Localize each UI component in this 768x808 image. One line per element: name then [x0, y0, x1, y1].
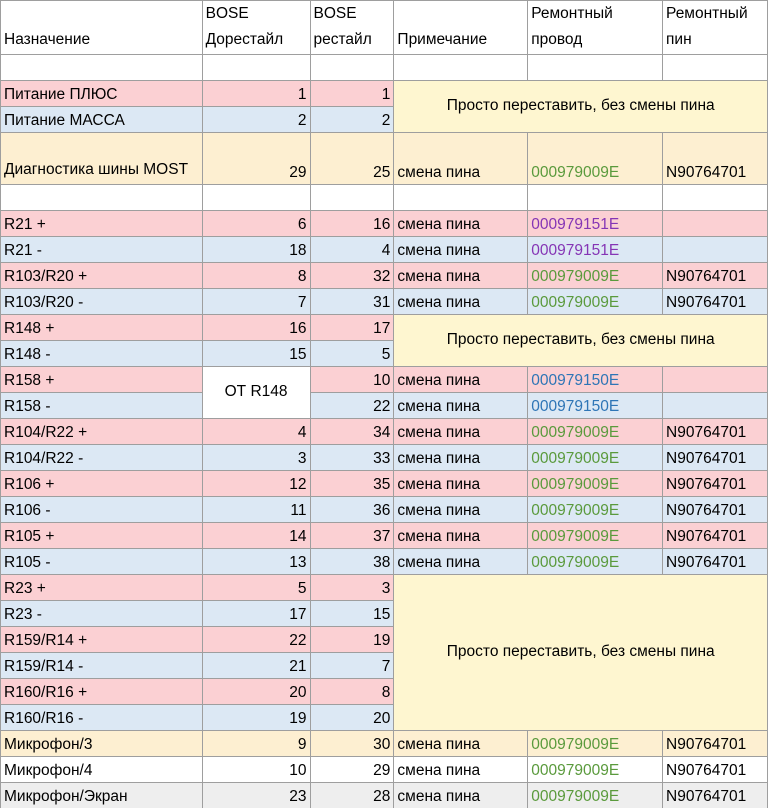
row-wire[interactable]: 000979009E [528, 419, 663, 445]
row-pin[interactable]: N90764701 [663, 783, 768, 808]
row-name[interactable]: R106 + [1, 471, 203, 497]
merged-note[interactable]: Просто переставить, без смены пина [394, 315, 768, 367]
row-bose-re[interactable]: 7 [310, 653, 394, 679]
row-name[interactable]: Микрофон/3 [1, 731, 203, 757]
row-pin[interactable]: N90764701 [663, 133, 768, 185]
row-bose-pre[interactable]: 19 [202, 705, 310, 731]
row-bose-pre[interactable]: 1 [202, 81, 310, 107]
row-name[interactable]: Диагностика шины MOST [1, 133, 203, 185]
row-note[interactable]: смена пина [394, 237, 528, 263]
row-bose-pre[interactable]: 5 [202, 575, 310, 601]
header-name[interactable]: Назначение [1, 1, 203, 55]
row-note[interactable]: смена пина [394, 367, 528, 393]
empty-cell[interactable] [310, 55, 394, 81]
row-bose-re[interactable]: 15 [310, 601, 394, 627]
row-note[interactable]: смена пина [394, 445, 528, 471]
row-bose-pre[interactable]: 17 [202, 601, 310, 627]
empty-cell[interactable] [202, 185, 310, 211]
row-wire[interactable]: 000979151E [528, 211, 663, 237]
row-bose-re[interactable]: 38 [310, 549, 394, 575]
row-bose-re[interactable]: 17 [310, 315, 394, 341]
row-bose-re[interactable]: 2 [310, 107, 394, 133]
row-name[interactable]: R104/R22 - [1, 445, 203, 471]
row-name[interactable]: Питание ПЛЮС [1, 81, 203, 107]
row-bose-pre[interactable]: 29 [202, 133, 310, 185]
row-pin[interactable]: N90764701 [663, 471, 768, 497]
row-pin[interactable] [663, 237, 768, 263]
row-pin[interactable]: N90764701 [663, 289, 768, 315]
row-name[interactable]: Питание МАССА [1, 107, 203, 133]
row-note[interactable]: смена пина [394, 549, 528, 575]
row-bose-pre[interactable]: 3 [202, 445, 310, 471]
header-bose-re[interactable]: BOSE рестайл [310, 1, 394, 55]
row-bose-pre[interactable]: 16 [202, 315, 310, 341]
empty-cell[interactable] [202, 55, 310, 81]
empty-cell[interactable] [310, 185, 394, 211]
row-pin[interactable]: N90764701 [663, 549, 768, 575]
row-bose-re[interactable]: 3 [310, 575, 394, 601]
row-note[interactable]: смена пина [394, 419, 528, 445]
row-bose-re[interactable]: 5 [310, 341, 394, 367]
row-bose-re[interactable]: 34 [310, 419, 394, 445]
empty-cell[interactable] [1, 55, 203, 81]
row-pin[interactable]: N90764701 [663, 497, 768, 523]
row-note[interactable]: смена пина [394, 783, 528, 808]
row-bose-re[interactable]: 29 [310, 757, 394, 783]
row-wire[interactable]: 000979009E [528, 783, 663, 808]
row-bose-pre[interactable]: 8 [202, 263, 310, 289]
row-name[interactable]: R159/R14 - [1, 653, 203, 679]
row-name[interactable]: R21 - [1, 237, 203, 263]
empty-cell[interactable] [528, 185, 663, 211]
table-row [1, 367, 768, 393]
table-row [1, 549, 768, 575]
row-name[interactable]: R103/R20 + [1, 263, 203, 289]
row-note[interactable]: смена пина [394, 263, 528, 289]
row-name[interactable]: R158 - [1, 393, 203, 419]
row-name[interactable]: R104/R22 + [1, 419, 203, 445]
row-bose-re[interactable]: 22 [310, 393, 394, 419]
row-bose-pre[interactable]: 20 [202, 679, 310, 705]
header-pin[interactable]: Ремонтный пин [663, 1, 768, 55]
row-wire[interactable]: 000979009E [528, 445, 663, 471]
table-row [1, 471, 768, 497]
row-bose-re[interactable]: 10 [310, 367, 394, 393]
row-pin[interactable] [663, 367, 768, 393]
row-bose-pre[interactable]: 21 [202, 653, 310, 679]
row-bose-re[interactable]: 32 [310, 263, 394, 289]
row-wire[interactable]: 000979009E [528, 263, 663, 289]
table-row [1, 419, 768, 445]
row-pin[interactable]: N90764701 [663, 523, 768, 549]
row-bose-re[interactable]: 1 [310, 81, 394, 107]
row-bose-pre[interactable]: 10 [202, 757, 310, 783]
row-bose-re[interactable]: 8 [310, 679, 394, 705]
row-bose-re[interactable]: 28 [310, 783, 394, 808]
row-bose-pre[interactable]: 14 [202, 523, 310, 549]
row-pin[interactable]: N90764701 [663, 757, 768, 783]
header-wire[interactable]: Ремонтный провод [528, 1, 663, 55]
row-note[interactable]: смена пина [394, 393, 528, 419]
empty-cell[interactable] [663, 185, 768, 211]
row-name[interactable]: R103/R20 - [1, 289, 203, 315]
row-bose-re[interactable]: 19 [310, 627, 394, 653]
table-row [1, 393, 768, 419]
row-wire[interactable]: 000979009E [528, 757, 663, 783]
row-bose-re[interactable]: 35 [310, 471, 394, 497]
row-bose-pre[interactable]: 11 [202, 497, 310, 523]
row-wire[interactable]: 000979009E [528, 289, 663, 315]
table-row [1, 757, 768, 783]
row-name[interactable]: R23 + [1, 575, 203, 601]
row-note[interactable]: смена пина [394, 471, 528, 497]
row-bose-re[interactable]: 16 [310, 211, 394, 237]
row-pin[interactable]: N90764701 [663, 731, 768, 757]
row-bose-pre[interactable]: 23 [202, 783, 310, 808]
empty-cell[interactable] [394, 55, 528, 81]
row-note[interactable]: смена пина [394, 133, 528, 185]
row-name[interactable]: Микрофон/4 [1, 757, 203, 783]
row-bose-re[interactable]: 33 [310, 445, 394, 471]
row-wire[interactable]: 000979009E [528, 549, 663, 575]
row-bose-pre[interactable]: 18 [202, 237, 310, 263]
row-bose-pre[interactable]: 6 [202, 211, 310, 237]
row-wire[interactable]: 000979009E [528, 523, 663, 549]
empty-cell[interactable] [528, 55, 663, 81]
table-row [1, 497, 768, 523]
row-note[interactable]: смена пина [394, 757, 528, 783]
row-pin[interactable] [663, 211, 768, 237]
row-bose-pre[interactable]: 9 [202, 731, 310, 757]
merged-note[interactable]: Просто переставить, без смены пина [394, 81, 768, 133]
empty-row [1, 55, 768, 81]
header-row [1, 1, 768, 55]
row-pin[interactable] [663, 393, 768, 419]
header-bose-pre[interactable]: BOSE Дорестайл [202, 1, 310, 55]
row-bose-pre[interactable]: 15 [202, 341, 310, 367]
row-pin[interactable]: N90764701 [663, 263, 768, 289]
row-wire[interactable]: 000979009E [528, 133, 663, 185]
row-note[interactable]: смена пина [394, 497, 528, 523]
row-wire[interactable]: 000979150E [528, 393, 663, 419]
row-bose-re[interactable]: 31 [310, 289, 394, 315]
row-name[interactable]: R148 - [1, 341, 203, 367]
row-bose-re[interactable]: 30 [310, 731, 394, 757]
row-name[interactable]: R158 + [1, 367, 203, 393]
table-row [1, 575, 768, 601]
row-name[interactable]: R105 + [1, 523, 203, 549]
empty-cell[interactable] [394, 185, 528, 211]
row-name[interactable]: R105 - [1, 549, 203, 575]
row-note[interactable]: смена пина [394, 523, 528, 549]
empty-row [1, 185, 768, 211]
row-bose-pre[interactable]: 13 [202, 549, 310, 575]
row-wire[interactable]: 000979009E [528, 471, 663, 497]
row-note[interactable]: смена пина [394, 289, 528, 315]
row-bose-re[interactable]: 36 [310, 497, 394, 523]
row-wire[interactable]: 000979151E [528, 237, 663, 263]
table-row [1, 289, 768, 315]
row-name[interactable]: R160/R16 + [1, 679, 203, 705]
table-row [1, 133, 768, 185]
row-note[interactable]: смена пина [394, 211, 528, 237]
merged-note[interactable]: Просто переставить, без смены пина [394, 575, 768, 731]
row-bose-pre[interactable]: 4 [202, 419, 310, 445]
table-row [1, 523, 768, 549]
merged-from-r148[interactable]: ОТ R148 [202, 367, 310, 419]
table-row [1, 445, 768, 471]
row-name[interactable]: Микрофон/Экран [1, 783, 203, 808]
row-wire[interactable]: 000979009E [528, 731, 663, 757]
table-row [1, 263, 768, 289]
row-bose-re[interactable]: 4 [310, 237, 394, 263]
row-bose-re[interactable]: 37 [310, 523, 394, 549]
table-row [1, 81, 768, 107]
row-name[interactable]: R21 + [1, 211, 203, 237]
row-wire[interactable]: 000979009E [528, 497, 663, 523]
empty-cell[interactable] [1, 185, 203, 211]
row-name[interactable]: R160/R16 - [1, 705, 203, 731]
table-row [1, 211, 768, 237]
row-name[interactable]: R148 + [1, 315, 203, 341]
row-bose-re[interactable]: 25 [310, 133, 394, 185]
row-bose-pre[interactable]: 7 [202, 289, 310, 315]
table-row [1, 237, 768, 263]
row-bose-pre[interactable]: 22 [202, 627, 310, 653]
row-bose-pre[interactable]: 2 [202, 107, 310, 133]
row-name[interactable]: R23 - [1, 601, 203, 627]
header-note[interactable]: Примечание [394, 1, 528, 55]
row-bose-pre[interactable]: 12 [202, 471, 310, 497]
row-note[interactable]: смена пина [394, 731, 528, 757]
empty-cell[interactable] [663, 55, 768, 81]
row-name[interactable]: R106 - [1, 497, 203, 523]
table-row [1, 731, 768, 757]
row-pin[interactable]: N90764701 [663, 445, 768, 471]
row-wire[interactable]: 000979150E [528, 367, 663, 393]
table-row [1, 315, 768, 341]
row-pin[interactable]: N90764701 [663, 419, 768, 445]
row-name[interactable]: R159/R14 + [1, 627, 203, 653]
row-bose-re[interactable]: 20 [310, 705, 394, 731]
table-row [1, 783, 768, 808]
